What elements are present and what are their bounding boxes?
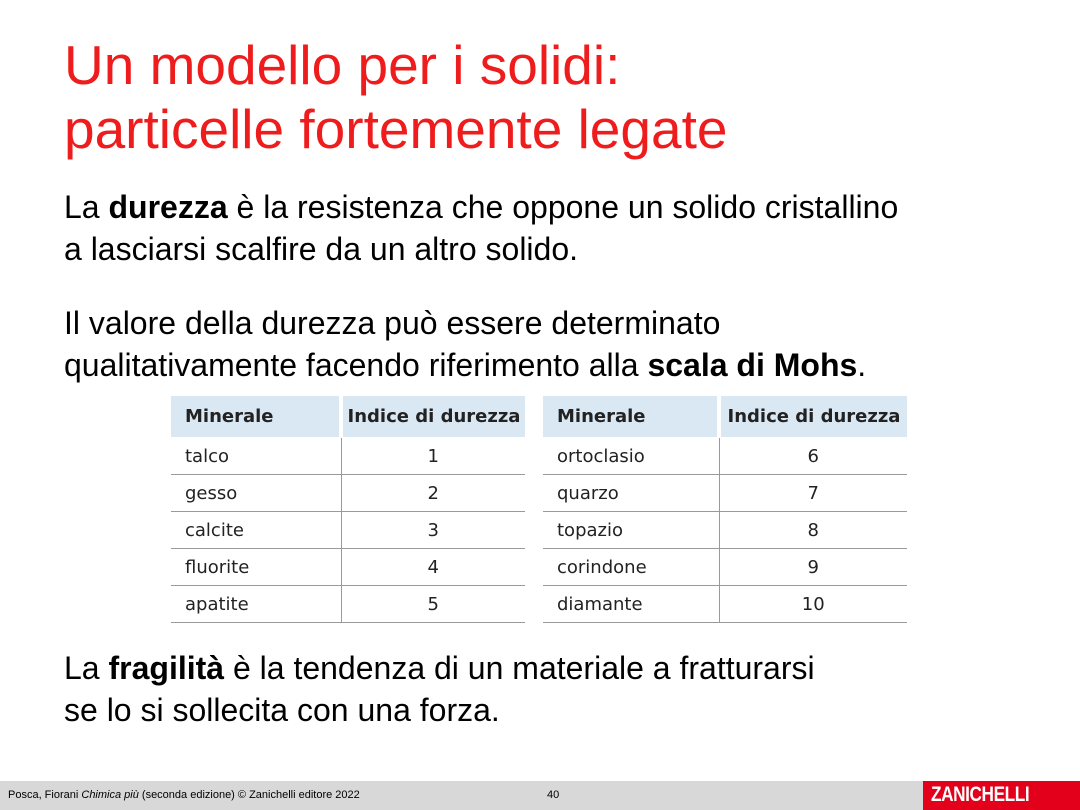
slide-title-line2: particelle fortemente legate bbox=[64, 98, 728, 160]
table-row bbox=[171, 586, 525, 623]
footer-bar bbox=[0, 781, 1080, 810]
page-number: 40 bbox=[547, 789, 560, 801]
mineral-cell: quarzo bbox=[543, 475, 719, 512]
hardness-cell: 10 bbox=[719, 586, 907, 623]
mineral-cell: talco bbox=[171, 438, 341, 475]
hardness-cell: 7 bbox=[719, 475, 907, 512]
table-row bbox=[543, 586, 907, 623]
fragility-definition bbox=[64, 647, 815, 731]
hardness-cell: 2 bbox=[341, 475, 525, 512]
text-run: . bbox=[857, 347, 867, 383]
hardness-cell: 6 bbox=[719, 438, 907, 475]
hardness-cell: 9 bbox=[719, 549, 907, 586]
hardness-cell: 8 bbox=[719, 512, 907, 549]
hardness-definition bbox=[64, 186, 898, 270]
text-line: a lasciarsi scalfire da un altro solido. bbox=[64, 231, 579, 267]
mineral-cell: diamante bbox=[543, 586, 719, 623]
column-header-indice: Indice di durezza bbox=[719, 396, 907, 438]
text-run: La bbox=[64, 189, 109, 225]
hardness-cell: 5 bbox=[341, 586, 525, 623]
credit-edition: (seconda edizione) © Zanichelli editore 2022 bbox=[138, 789, 360, 801]
credit-authors: Posca, Fiorani bbox=[8, 789, 82, 801]
text-line: Il valore della durezza può essere determinato bbox=[64, 305, 721, 341]
mineral-cell: corindone bbox=[543, 549, 719, 586]
credit-book-title: Chimica più bbox=[81, 789, 139, 801]
table-header-row bbox=[543, 396, 907, 438]
text-run: La bbox=[64, 650, 109, 686]
term-durezza: durezza bbox=[108, 189, 228, 225]
column-header-minerale: Minerale bbox=[543, 396, 719, 438]
mineral-cell: fluorite bbox=[171, 549, 341, 586]
mohs-table-right bbox=[543, 396, 907, 623]
text-run: è la tendenza di un materiale a fratturarsi bbox=[224, 650, 815, 686]
term-fragilita: fragilità bbox=[108, 650, 225, 686]
zanichelli-logo bbox=[923, 781, 1080, 810]
mineral-cell: apatite bbox=[171, 586, 341, 623]
mineral-cell: topazio bbox=[543, 512, 719, 549]
table-row bbox=[171, 475, 525, 512]
slide-title-line1: Un modello per i solidi: bbox=[64, 34, 621, 96]
table-row bbox=[543, 549, 907, 586]
text-run: qualitativamente facendo riferimento alla bbox=[64, 347, 648, 383]
hardness-cell: 3 bbox=[341, 512, 525, 549]
hardness-cell: 1 bbox=[341, 438, 525, 475]
table-header-row bbox=[171, 396, 525, 438]
term-scala-di-mohs: scala di Mohs bbox=[647, 347, 858, 383]
table-row bbox=[171, 438, 525, 475]
slide-title bbox=[64, 33, 727, 161]
table-row bbox=[543, 475, 907, 512]
table-row bbox=[543, 512, 907, 549]
column-header-minerale: Minerale bbox=[171, 396, 341, 438]
mohs-scale-paragraph bbox=[64, 302, 866, 386]
table-row bbox=[171, 549, 525, 586]
table-row bbox=[543, 438, 907, 475]
mineral-cell: ortoclasio bbox=[543, 438, 719, 475]
mohs-table-left bbox=[171, 396, 525, 623]
mineral-cell: calcite bbox=[171, 512, 341, 549]
table-row bbox=[171, 512, 525, 549]
mineral-cell: gesso bbox=[171, 475, 341, 512]
footer-credit bbox=[8, 789, 360, 801]
column-header-indice: Indice di durezza bbox=[341, 396, 525, 438]
hardness-cell: 4 bbox=[341, 549, 525, 586]
text-run: è la resistenza che oppone un solido cristallino bbox=[227, 189, 899, 225]
text-line: se lo si sollecita con una forza. bbox=[64, 692, 500, 728]
logo-text: ZANICHELLI bbox=[931, 783, 1030, 806]
